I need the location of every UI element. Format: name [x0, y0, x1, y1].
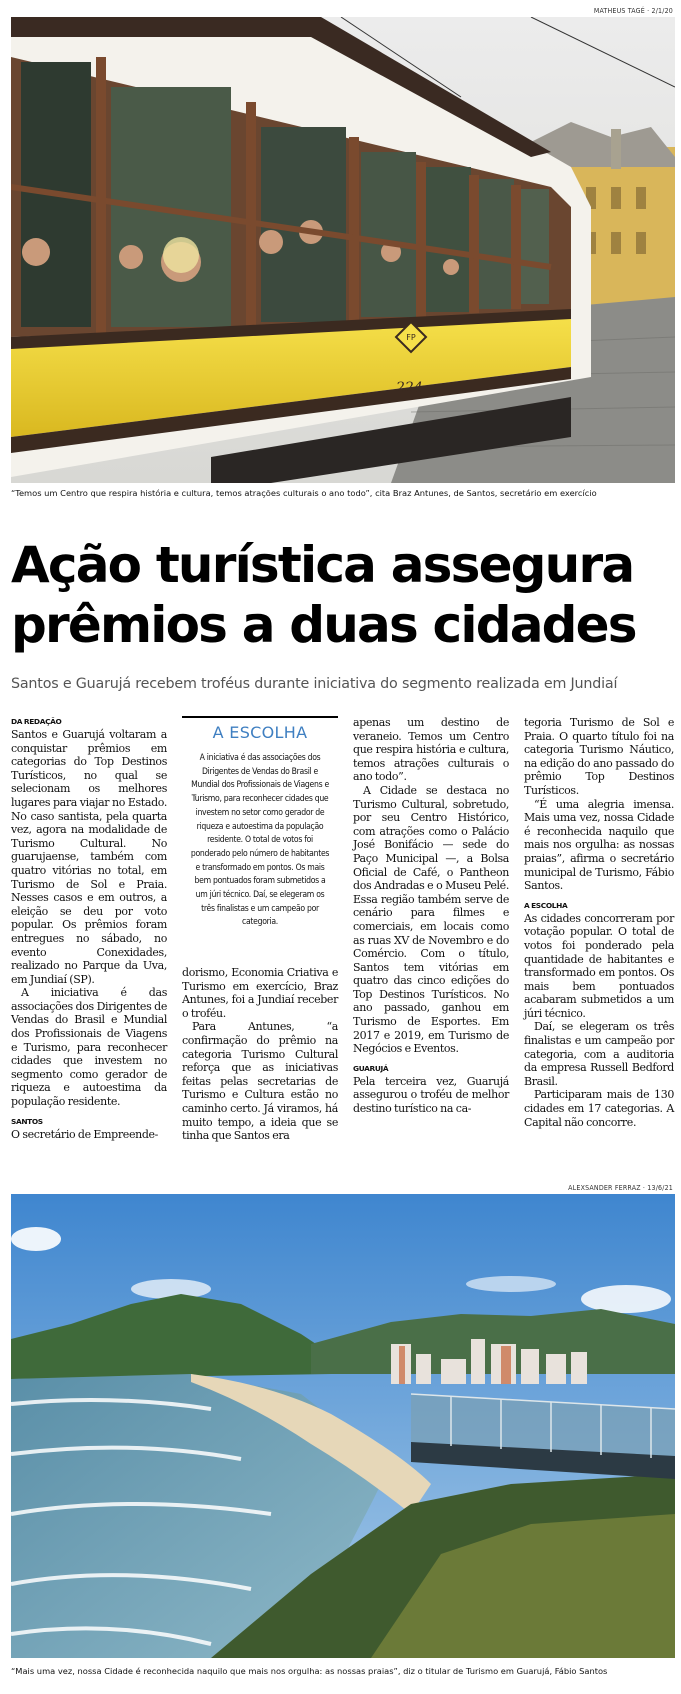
section-kicker-escolha: A ESCOLHA: [524, 900, 568, 910]
subheadline: Santos e Guarujá recebem troféus durante iniciativa do segmento realizada em Jundiaí: [11, 676, 618, 692]
paragraph: dorismo, Economia Criativa e Turismo em exercício, Braz Antunes, foi a Jundiaí receber o troféu.: [182, 966, 338, 1020]
box-title: A ESCOLHA: [212, 723, 308, 742]
sidebar-box: [182, 716, 338, 954]
paragraph: Para Antunes, “a confirmação do prêmio na categoria Turismo Cultural reforça que as iniciativas feitas pelas secretarias de Turismo e Cultura estão no caminho certo. Já viramos, há muito tempo, a ideia que se tinha que Santos era: [182, 1020, 338, 1143]
tram-photo: [11, 17, 675, 483]
photo-credit-top: MATHEUS TAGÉ · 2/1/20: [593, 7, 673, 15]
paragraph: Participaram mais de 130 cidades em 17 categorias. A Capital não concorre.: [524, 1088, 674, 1129]
paragraph: O secretário de Empreende-: [11, 1127, 159, 1141]
paragraph: A Cidade se destaca no Turismo Cultural, sobretudo, por seu Centro Histórico, com atrações como o Palácio José Bonifácio — sede do Paço Municipal —, a Bolsa Oficial de Café, o Pantheon dos Andradas e o Museu Pelé. Essa região também serve de cenário para filmes e comerciais, em locais como as ruas XV de Novembro e do Comércio. Com o título, Santos tem vitórias em quatro das cinco edições do Top Destinos Turísticos. No ano passado, ganhou em Turismo de Esportes. Em 2017 e 2019, em Turismo de Negócios e Eventos.: [353, 783, 509, 1056]
paragraph: Pela terceira vez, Guarujá assegurou o troféu de melhor destino turístico na ca-: [353, 1074, 509, 1116]
paragraph: “É uma alegria imensa. Mais uma vez, nossa Cidade é reconhecida naquilo que mais nos orgulha: as nossas praias”, afirma o secretário municipal de Turismo, Fábio Santos.: [524, 797, 674, 893]
article-column-1: [11, 716, 167, 1141]
section-kicker-santos: SANTOS: [11, 1116, 43, 1126]
article-column-4: [524, 716, 674, 1129]
paragraph: Daí, se elegeram os três finalistas e um campeão por categoria, com a auditoria da empresa Russell Bedford Brasil.: [524, 1020, 674, 1088]
headline-line-2: prêmios a duas cidades: [11, 596, 636, 654]
box-text: A iniciativa é das associações dos Dirigentes de Vendas do Brasil e Mundial dos Profissionais de Viagens e Turismo, para reconhecer cidades que investem no setor como gerador de riqueza e autoestima da população residente. O total de votos foi ponderado pelo número de habitantes e transformado em pontos. Os mais bem pontuados foram submetidos a um júri técnico. Daí, se elegeram os três finalistas e um campeão por categoria.: [190, 753, 330, 928]
beach-photo: [11, 1194, 675, 1658]
article-column-3: [353, 716, 509, 1116]
photo-caption-top: “Temos um Centro que respira história e cultura, temos atrações culturais o ano todo”, cita Braz Antunes, de Santos, secretário em exercício: [11, 488, 597, 498]
paragraph: As cidades concorreram por votação popular. O total de votos foi ponderado pela quantidade de habitantes e transformado em pontos. Os mais bem pontuados acabaram submetidos a um júri técnico.: [524, 911, 674, 1020]
tram-number: 224: [396, 380, 423, 396]
headline: [11, 535, 675, 655]
photo-credit-bottom: ALEXSANDER FERRAZ · 13/6/21: [568, 1184, 673, 1192]
paragraph: A iniciativa é das associações dos Dirigentes de Vendas do Brasil e Mundial dos Profissionais de Viagens e Turismo, para reconhecer cidades que investem no segmento como gerador de riqueza e autoestima da população residente.: [11, 986, 167, 1109]
paragraph: tegoria Turismo de Sol e Praia. O quarto título foi na categoria Turismo Náutico, na edição do ano passado do prêmio Top Destinos Turísticos.: [524, 716, 674, 797]
tram-emblem: FP: [406, 333, 416, 342]
photo-caption-bottom: “Mais uma vez, nossa Cidade é reconhecida naquilo que mais nos orgulha: as nossas praias”, diz o titular de Turismo em Guarujá, Fábio Santos: [11, 1666, 608, 1676]
section-kicker-guaruja: GUARUJÁ: [353, 1063, 389, 1073]
headline-line-1: Ação turística assegura: [11, 536, 634, 594]
paragraph: apenas um destino de veraneio. Temos um Centro que respira história e cultura, temos atrações culturais o ano todo”.: [353, 716, 509, 784]
paragraph: Santos e Guarujá voltaram a conquistar prêmios em categorias do Top Destinos Turísticos, no qual se selecionam os melhores lugares para viajar no Estado. No caso santista, pela quarta vez, agora na modalidade de Turismo Cultural. No guarujaense, também com quatro vitórias no total, em Turismo de Sol e Praia. Nesses casos e em outros, a eleição se deu por voto popular. Os prêmios foram entregues no sábado, no evento Conexidades, realizado no Parque da Uva, em Jundiaí (SP).: [11, 728, 167, 986]
byline: DA REDAÇÃO: [11, 717, 62, 726]
